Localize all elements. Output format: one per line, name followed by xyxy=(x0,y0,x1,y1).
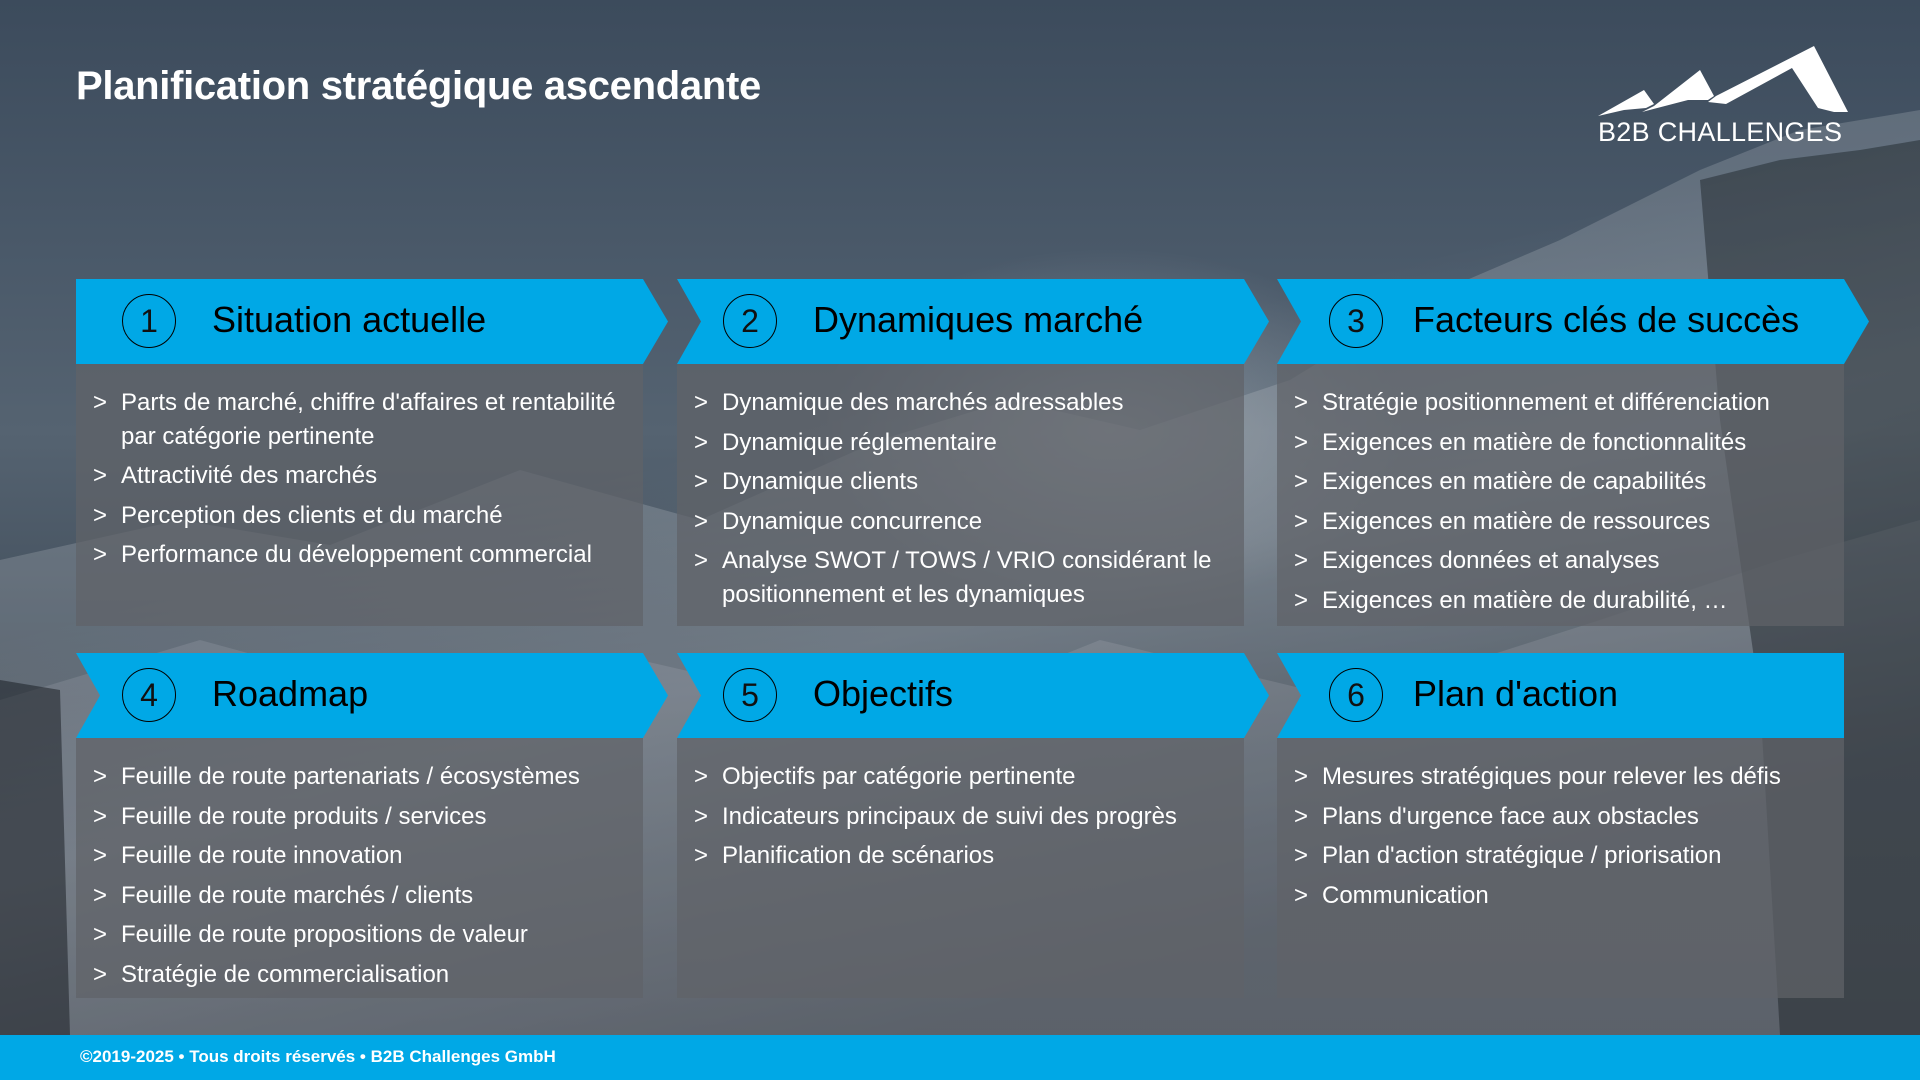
chevron-right-icon: > xyxy=(694,763,709,790)
chevron-right-icon: > xyxy=(694,802,709,830)
list-item: > Exigences en matière de fonctionnalités xyxy=(1277,426,1844,460)
panel-body xyxy=(1277,738,1844,998)
panel-body xyxy=(76,738,643,998)
chevron-right-icon: > xyxy=(93,921,108,948)
chevron-right-icon: > xyxy=(93,389,108,416)
panel-body xyxy=(677,738,1244,998)
list-item: > Feuille de route propositions de valeur xyxy=(76,918,643,952)
list-item: > Communication xyxy=(1277,879,1844,913)
panel-6 xyxy=(1277,653,1844,998)
list-item: > Performance du développement commercial xyxy=(76,538,643,572)
chevron-right-icon: > xyxy=(1294,842,1309,869)
list-item: > Stratégie de commercialisation xyxy=(76,958,643,992)
panel-title: Facteurs clés de succès xyxy=(1413,299,1800,340)
chevron-right-icon: > xyxy=(1294,586,1309,614)
chevron-right-icon: > xyxy=(93,541,108,568)
panel-title: Situation actuelle xyxy=(212,299,487,340)
step-number-circle: 4 xyxy=(122,668,176,722)
item-list xyxy=(76,738,643,991)
panel-2 xyxy=(677,279,1269,626)
chevron-right-icon: > xyxy=(694,428,709,456)
list-item: > Analyse SWOT / TOWS / VRIO considérant le positionnement et les dynamiques xyxy=(677,544,1244,611)
chevron-right-icon: > xyxy=(93,501,108,529)
chevron-right-icon: > xyxy=(694,468,709,495)
panel-body xyxy=(76,364,643,626)
panel-5 xyxy=(677,653,1269,998)
chevron-right-icon: > xyxy=(93,842,108,869)
list-item: > Exigences en matière de ressources xyxy=(1277,505,1844,539)
list-item: > Parts de marché, chiffre d'affaires et rentabilité par catégorie pertinente xyxy=(76,386,643,453)
step-number-circle: 6 xyxy=(1329,668,1383,722)
chevron-right-icon: > xyxy=(694,842,709,869)
panel-body xyxy=(677,364,1244,626)
footer-bar xyxy=(0,1035,1920,1080)
panel-header xyxy=(1277,279,1869,364)
list-item: > Dynamique clients xyxy=(677,465,1244,499)
step-number-circle: 3 xyxy=(1329,294,1383,348)
list-item: > Objectifs par catégorie pertinente xyxy=(677,760,1244,794)
panel-header xyxy=(76,653,668,738)
brand-name: B2B CHALLENGES xyxy=(1598,117,1843,147)
chevron-right-icon: > xyxy=(1294,881,1309,909)
list-item: > Feuille de route partenariats / écosystèmes xyxy=(76,760,643,794)
panel-4 xyxy=(76,653,668,998)
list-item: > Dynamique concurrence xyxy=(677,505,1244,539)
panel-title: Roadmap xyxy=(212,673,369,714)
list-item: > Plan d'action stratégique / priorisation xyxy=(1277,839,1844,873)
chevron-right-icon: > xyxy=(1294,547,1309,574)
list-item: > Attractivité des marchés xyxy=(76,459,643,493)
panel-header xyxy=(1277,653,1844,738)
chevron-right-icon: > xyxy=(1294,763,1309,790)
chevron-right-icon: > xyxy=(694,389,709,416)
chevron-right-icon: > xyxy=(694,547,709,574)
list-item: > Planification de scénarios xyxy=(677,839,1244,873)
panel-title: Objectifs xyxy=(813,673,954,714)
list-item: > Exigences en matière de capabilités xyxy=(1277,465,1844,499)
list-item: > Dynamique réglementaire xyxy=(677,426,1244,460)
chevron-right-icon: > xyxy=(694,507,709,535)
panel-header xyxy=(677,653,1269,738)
list-item: > Indicateurs principaux de suivi des progrès xyxy=(677,800,1244,834)
list-item: > Stratégie positionnement et différenciation xyxy=(1277,386,1844,420)
panel-title: Plan d'action xyxy=(1413,673,1619,714)
panel-header xyxy=(677,279,1269,364)
page-title: Planification stratégique ascendante xyxy=(76,64,761,108)
item-list xyxy=(76,364,643,572)
chevron-right-icon: > xyxy=(1294,468,1309,495)
list-item: > Feuille de route innovation xyxy=(76,839,643,873)
chevron-right-icon: > xyxy=(93,763,108,790)
chevron-right-icon: > xyxy=(1294,389,1309,416)
list-item: > Mesures stratégiques pour relever les défis xyxy=(1277,760,1844,794)
list-item: > Feuille de route marchés / clients xyxy=(76,879,643,913)
copyright-text: ©2019-2025 • Tous droits réservés • B2B Challenges GmbH xyxy=(80,1047,556,1066)
list-item: > Exigences en matière de durabilité, … xyxy=(1277,584,1844,618)
panel-body xyxy=(1277,364,1844,626)
chevron-right-icon: > xyxy=(1294,802,1309,830)
item-list xyxy=(1277,738,1844,912)
list-item: > Exigences données et analyses xyxy=(1277,544,1844,578)
item-list xyxy=(677,738,1244,873)
list-item: > Perception des clients et du marché xyxy=(76,499,643,533)
list-item: > Dynamique des marchés adressables xyxy=(677,386,1244,420)
step-number-circle: 2 xyxy=(723,294,777,348)
panel-3 xyxy=(1277,279,1869,626)
chevron-right-icon: > xyxy=(93,881,108,909)
step-number-circle: 1 xyxy=(122,294,176,348)
panel-1 xyxy=(76,279,668,626)
step-number-circle: 5 xyxy=(723,668,777,722)
panel-title: Dynamiques marché xyxy=(813,299,1144,340)
chevron-right-icon: > xyxy=(93,960,108,988)
item-list xyxy=(677,364,1244,611)
panel-header xyxy=(76,279,668,364)
item-list xyxy=(1277,364,1844,617)
chevron-right-icon: > xyxy=(93,462,108,489)
list-item: > Feuille de route produits / services xyxy=(76,800,643,834)
list-item: > Plans d'urgence face aux obstacles xyxy=(1277,800,1844,834)
chevron-right-icon: > xyxy=(1294,428,1309,456)
chevron-right-icon: > xyxy=(1294,507,1309,535)
chevron-right-icon: > xyxy=(93,802,108,830)
